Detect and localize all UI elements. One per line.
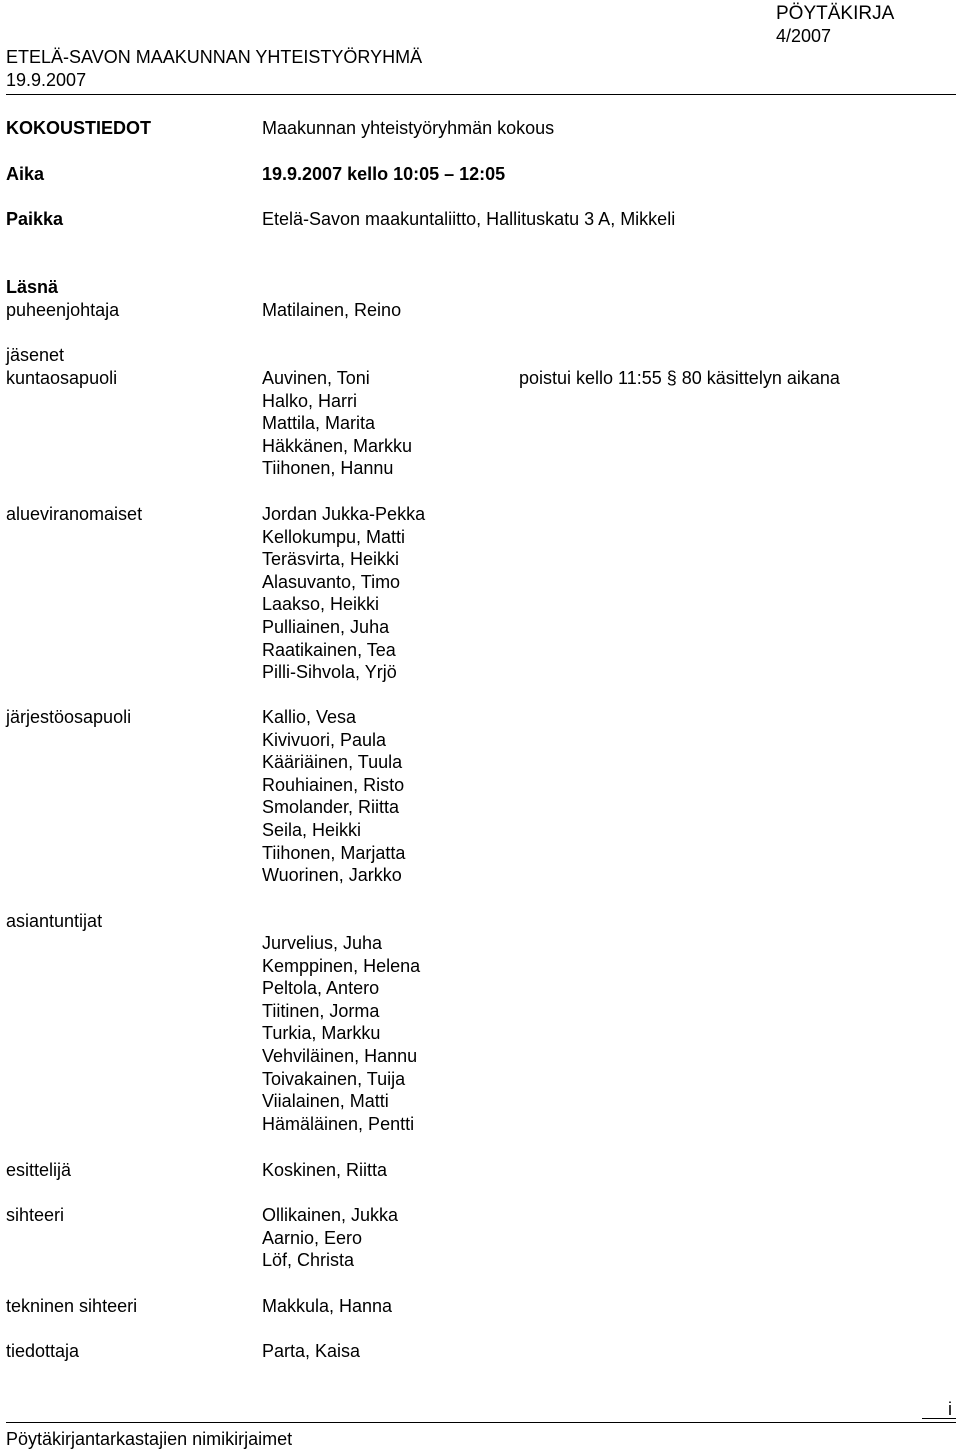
tech-secretary-label: tekninen sihteeri <box>6 1296 138 1316</box>
experts-label: asiantuntijat <box>6 911 103 931</box>
list-item: Jordan Jukka-Pekka <box>262 504 426 524</box>
members-label: jäsenet <box>6 345 65 365</box>
municipal-note: poistui kello 11:55 § 80 käsittelyn aikana <box>519 368 840 388</box>
list-item: Häkkänen, Markku <box>262 435 413 456</box>
page-mark: i <box>948 1399 952 1419</box>
footer-rule <box>6 1422 956 1423</box>
informant-label: tiedottaja <box>6 1341 80 1361</box>
municipal-list <box>262 367 412 480</box>
doc-number: 4/2007 <box>776 26 832 46</box>
list-item: Vehviläinen, Hannu <box>262 1045 418 1066</box>
header-rule <box>6 94 956 95</box>
secretary-list <box>262 1204 398 1272</box>
time-label: Aika <box>6 164 45 184</box>
presenter-label: esittelijä <box>6 1160 72 1180</box>
doc-type: PÖYTÄKIRJA <box>776 3 895 24</box>
signatures-label: Pöytäkirjantarkastajien nimikirjaimet <box>6 1429 293 1449</box>
list-item: Tiihonen, Hannu <box>262 458 394 479</box>
chair-name: Matilainen, Reino <box>262 300 402 320</box>
list-item: Wuorinen, Jarkko <box>262 865 402 886</box>
informant-name: Parta, Kaisa <box>262 1341 361 1361</box>
time-value: 19.9.2007 kello 10:05 – 12:05 <box>262 164 506 184</box>
present-label: Läsnä <box>6 277 59 297</box>
list-item: Kemppinen, Helena <box>262 955 421 976</box>
chair-label: puheenjohtaja <box>6 300 120 320</box>
list-item: Hämäläinen, Pentti <box>262 1113 415 1134</box>
list-item: Alasuvanto, Timo <box>262 571 401 592</box>
org-list <box>262 706 405 887</box>
list-item: Raatikainen, Tea <box>262 639 396 660</box>
list-item: Laakso, Heikki <box>262 594 380 615</box>
regional-list <box>262 503 425 684</box>
list-item: Pulliainen, Juha <box>262 616 390 637</box>
header-date: 19.9.2007 <box>6 70 87 90</box>
list-item: Teräsvirta, Heikki <box>262 549 400 570</box>
org-label: järjestöosapuoli <box>6 707 132 727</box>
list-item: Ollikainen, Jukka <box>262 1205 399 1225</box>
list-item: Pilli-Sihvola, Yrjö <box>262 662 397 683</box>
tech-secretary-name: Makkula, Hanna <box>262 1296 393 1316</box>
secretary-label: sihteeri <box>6 1205 65 1225</box>
list-item: Mattila, Marita <box>262 413 376 434</box>
experts-list <box>262 932 420 1135</box>
municipal-label: kuntaosapuoli <box>6 368 118 388</box>
list-item: Viialainen, Matti <box>262 1091 389 1112</box>
presenter-name: Koskinen, Riitta <box>262 1160 388 1180</box>
list-item: Löf, Christa <box>262 1250 355 1271</box>
list-item: Peltola, Antero <box>262 978 380 999</box>
list-item: Tiihonen, Marjatta <box>262 842 406 863</box>
list-item: Kivivuori, Paula <box>262 729 387 750</box>
section-label: KOKOUSTIEDOT <box>6 118 152 138</box>
list-item: Halko, Harri <box>262 390 358 411</box>
place-value: Etelä-Savon maakuntaliitto, Hallituskatu 3 A, Mikkeli <box>262 209 676 229</box>
list-item: Rouhiainen, Risto <box>262 774 405 795</box>
list-item: Toivakainen, Tuija <box>262 1068 406 1089</box>
list-item: Aarnio, Eero <box>262 1227 363 1248</box>
list-item: Tiitinen, Jorma <box>262 1000 380 1021</box>
list-item: Turkia, Markku <box>262 1023 381 1044</box>
list-item: Kallio, Vesa <box>262 707 357 727</box>
list-item: Smolander, Riitta <box>262 797 400 818</box>
place-label: Paikka <box>6 209 64 229</box>
list-item: Auvinen, Toni <box>262 368 370 388</box>
organization-name: ETELÄ-SAVON MAAKUNNAN YHTEISTYÖRYHMÄ <box>6 47 423 67</box>
list-item: Jurvelius, Juha <box>262 933 383 953</box>
list-item: Seila, Heikki <box>262 819 362 840</box>
list-item: Kellokumpu, Matti <box>262 526 406 547</box>
list-item: Kääriäinen, Tuula <box>262 752 403 773</box>
regional-label: alueviranomaiset <box>6 504 143 524</box>
section-value: Maakunnan yhteistyöryhmän kokous <box>262 118 555 138</box>
